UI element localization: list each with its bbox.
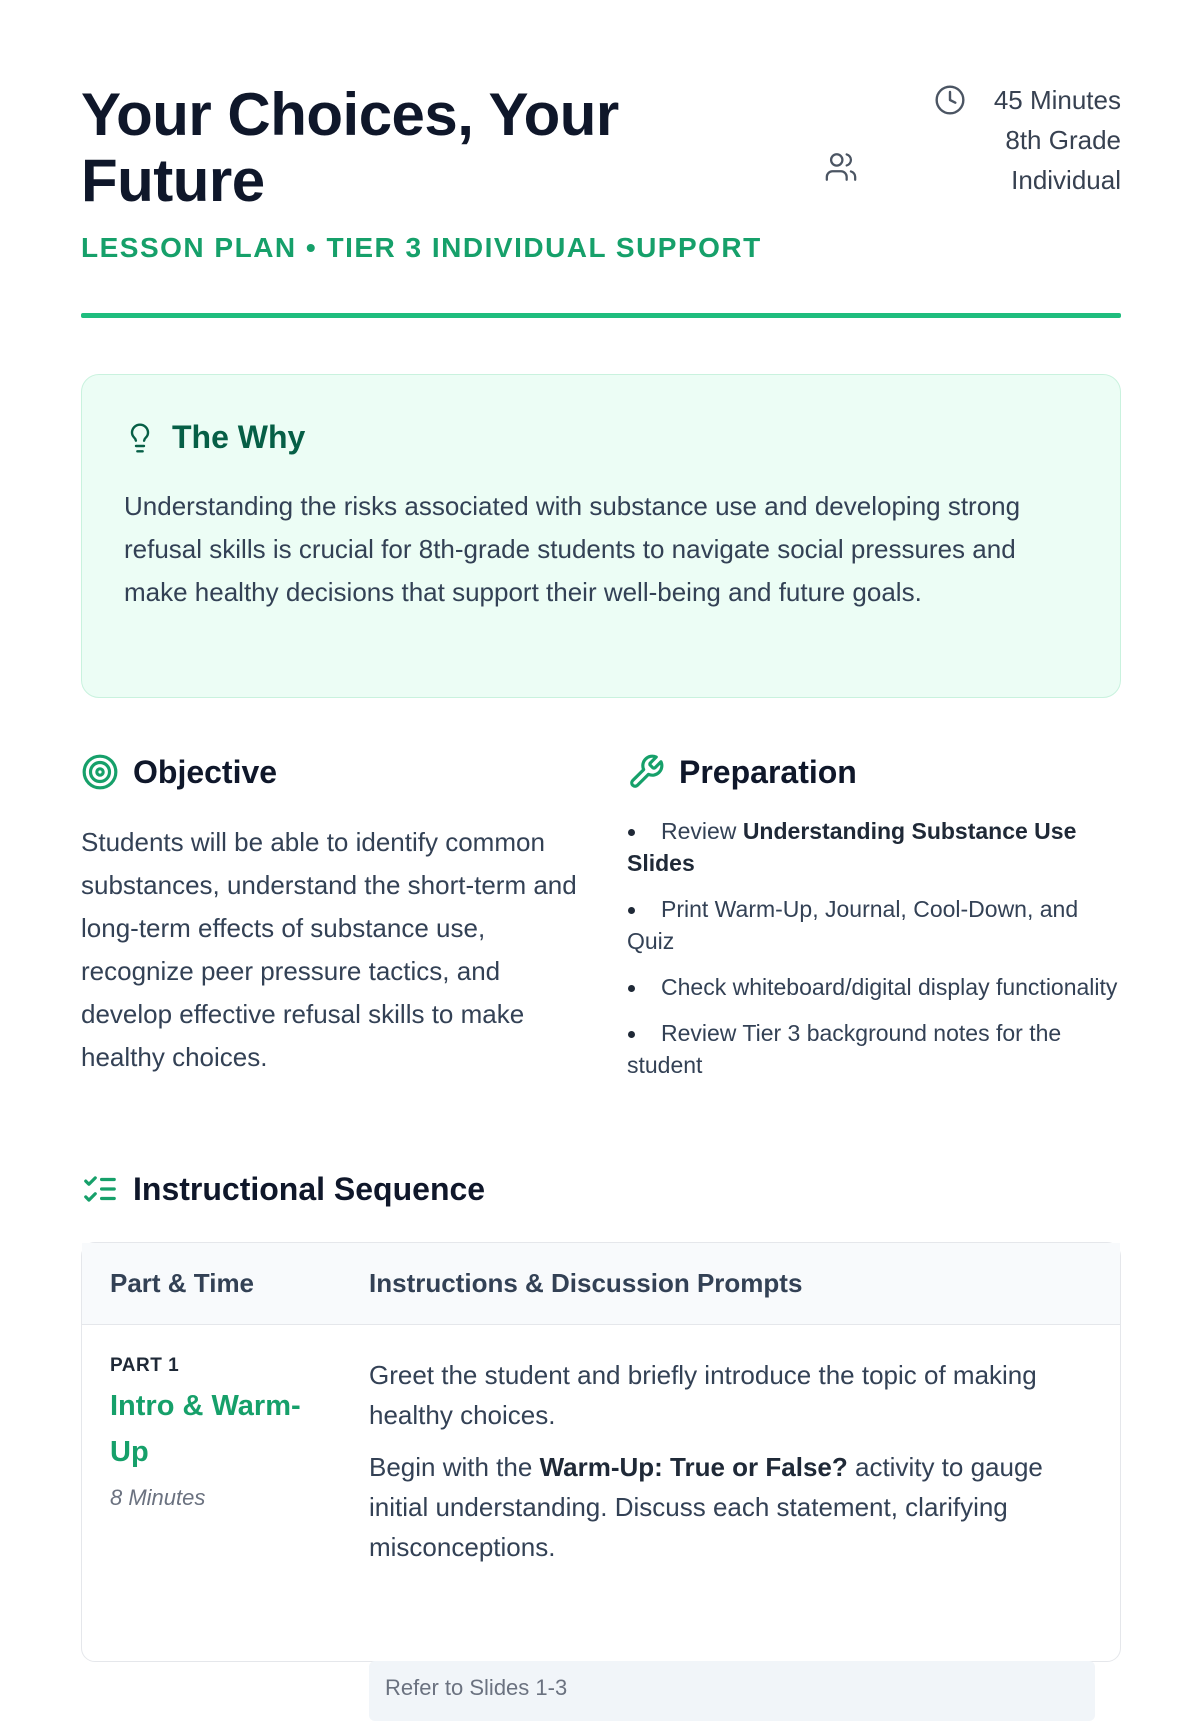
part-number: PART 1 bbox=[110, 1355, 180, 1376]
grade-value: 8th Grade bbox=[1005, 125, 1121, 155]
lesson-plan-page bbox=[81, 0, 1121, 1700]
wrench-icon bbox=[627, 753, 665, 791]
list-item: Review Understanding Substance Use Slides bbox=[627, 815, 1121, 879]
format-row bbox=[994, 160, 1121, 200]
instruction-paragraph: Begin with the Warm-Up: True or False? activity to gauge initial understanding. Discuss each statement, clarifying misconceptions. bbox=[369, 1452, 1043, 1562]
list-item: Print Warm-Up, Journal, Cool-Down, and Quiz bbox=[627, 893, 1121, 957]
lesson-header bbox=[81, 0, 1121, 320]
clock-icon bbox=[934, 84, 966, 116]
slide-reference-note bbox=[369, 1661, 1095, 1721]
grade-row bbox=[994, 120, 1121, 160]
list-item: Check whiteboard/digital display functionality bbox=[627, 971, 1121, 1003]
users-icon bbox=[824, 150, 858, 184]
list-item: Review Tier 3 background notes for the student bbox=[627, 1017, 1121, 1081]
why-heading bbox=[124, 419, 305, 456]
objective-title: Objective bbox=[133, 753, 278, 790]
instructions bbox=[369, 1355, 1069, 1579]
preparation-title: Preparation bbox=[679, 753, 857, 790]
objective-text: Students will be able to identify common substances, understand the short-term and long-term effects of substance use, recognize peer pressure tactics, and develop effective refusal skills to make healthy choices. bbox=[81, 827, 577, 1072]
why-title: The Why bbox=[172, 419, 306, 455]
why-text: Understanding the risks associated with substance use and developing strong refusal skills is crucial for 8th-grade students to navigate social pressures and make healthy decisions that support their well-being and future goals. bbox=[124, 491, 1021, 607]
header-divider bbox=[81, 313, 1121, 318]
column-header-instructions: Instructions & Discussion Prompts bbox=[369, 1268, 803, 1298]
sequence-title: Instructional Sequence bbox=[133, 1170, 486, 1207]
objective-section bbox=[81, 753, 581, 1079]
duration-row bbox=[994, 80, 1121, 120]
sequence-table bbox=[81, 1242, 1121, 1700]
sequence-section bbox=[81, 1170, 1121, 1208]
sequence-heading bbox=[81, 1170, 1121, 1208]
preparation-heading bbox=[627, 753, 1121, 791]
page-title: Your Choices, Your Future bbox=[81, 81, 619, 214]
why-card bbox=[81, 374, 1121, 698]
table-header bbox=[82, 1243, 1120, 1325]
lesson-meta bbox=[994, 80, 1121, 200]
page-subtitle: LESSON PLAN • TIER 3 INDIVIDUAL SUPPORT bbox=[81, 232, 762, 263]
preparation-list bbox=[627, 815, 1121, 1081]
preparation-section bbox=[627, 753, 1121, 1095]
objective-heading bbox=[81, 753, 581, 791]
target-icon bbox=[81, 753, 119, 791]
instruction-paragraph: Greet the student and briefly introduce the topic of making healthy choices. bbox=[369, 1360, 1037, 1430]
part-time: 8 Minutes bbox=[110, 1485, 206, 1510]
part-name: Intro & Warm-Up bbox=[110, 1390, 301, 1468]
lightbulb-icon bbox=[124, 420, 156, 456]
column-header-part: Part & Time bbox=[110, 1268, 255, 1298]
list-checks-icon bbox=[81, 1170, 119, 1208]
slide-reference-text: Refer to Slides 1-3 bbox=[385, 1675, 568, 1700]
duration-value: 45 Minutes bbox=[993, 85, 1121, 115]
format-value: Individual bbox=[1011, 165, 1121, 195]
